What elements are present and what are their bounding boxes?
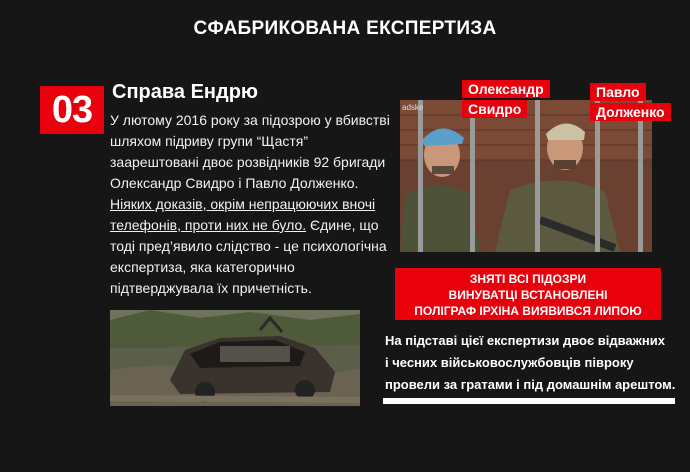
case-description-rest: Єдине, що тоді пред’явило слідство - це психологічна експертиза, яка категорично підтверджувала їх причетність. xyxy=(110,217,387,296)
verdict-line-2: ВИНУВАТЦІ ВСТАНОВЛЕНІ xyxy=(448,288,608,302)
page-title: СФАБРИКОВАНА ЕКСПЕРТИЗА xyxy=(193,18,497,39)
name-tag-right-last: Долженко xyxy=(590,103,671,121)
verdict-box xyxy=(395,268,661,320)
case-description-underlined: Ніяких доказів, окрім непрацюючих вночі телефонів, проти них не було. xyxy=(110,196,376,233)
verdict-line-1: ЗНЯТІ ВСІ ПІДОЗРИ xyxy=(469,272,587,286)
conclusion-line-3: провели за гратами і під домашнім арештом. xyxy=(385,377,676,392)
conclusion-line-1: На підставі цієї експертизи двоє відважних xyxy=(385,333,665,348)
divider-bar xyxy=(383,398,675,404)
case-number-badge: 03 xyxy=(40,86,104,134)
conclusion-line-2: і чесних військовослужбовців півроку xyxy=(385,355,634,370)
name-tag-left-first: Олександр xyxy=(462,80,550,98)
case-description-intro: У лютому 2016 року за підозрою у вбивстві шляхом підриву групи “Щастя” заарештовані двоє розвідників 92 бригади Олександр Свидро і Павло Долженко. xyxy=(110,112,390,191)
photo-watermark: adske xyxy=(402,103,424,112)
case-description xyxy=(110,110,400,299)
conclusion-text xyxy=(385,330,685,396)
defendants-image xyxy=(400,100,652,252)
defendants-photo xyxy=(400,100,652,252)
burned-car-image xyxy=(110,310,360,406)
name-tag-right-first: Павло xyxy=(590,83,646,101)
burned-car-photo xyxy=(110,310,360,406)
case-title: Справа Ендрю xyxy=(112,81,258,103)
verdict-line-3: ПОЛІГРАФ ІРХІНА ВИЯВИВСЯ ЛИПОЮ xyxy=(414,304,642,318)
name-tag-left-last: Свидро xyxy=(462,100,527,118)
